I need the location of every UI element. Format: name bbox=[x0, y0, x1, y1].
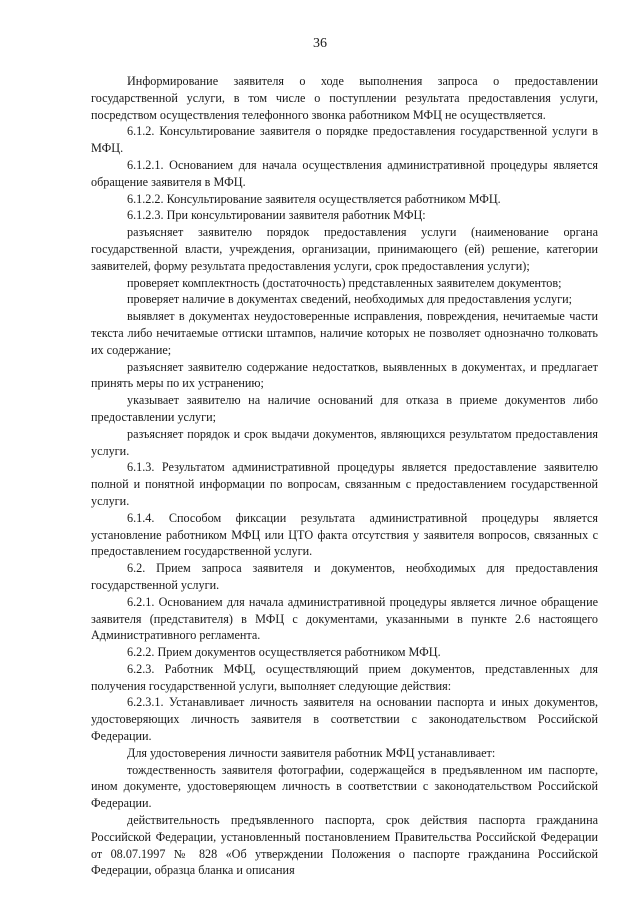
paragraph: 6.1.2.3. При консультировании заявителя работник МФЦ: bbox=[127, 208, 426, 223]
paragraph: 6.2.2. Прием документов осуществляется работником МФЦ. bbox=[127, 645, 441, 660]
page-number: 36 bbox=[313, 36, 327, 51]
paragraph: 6.1.2.1. Основанием для начала осуществления административной процедуры является обращение заявителя в МФЦ. bbox=[91, 157, 598, 189]
paragraph: указывает заявителю на наличие оснований для отказа в приеме документов либо предоставлении услуги; bbox=[91, 393, 598, 424]
paragraph: 6.2.3.1. Устанавливает личность заявителя на основании паспорта и иных документов, удостоверяющих личность заявителя в соответствии с законодательством Российской Федерации. bbox=[91, 695, 598, 744]
paragraph: разъясняет заявителю порядок предоставления услуги (наименование органа государственной власти, учреждения, организации, принимающего (ей) решение, категории заявителей, форму результата предоставления услуги, срок предоставления услуги); bbox=[91, 225, 598, 273]
paragraph: выявляет в документах неудостоверенные исправления, повреждения, нечитаемые части текста либо нечитаемые оттиски штампов, наличие которых не позволяет однозначно толковать их содержание; bbox=[91, 309, 598, 357]
paragraph: 6.2.1. Основанием для начала административной процедуры является личное обращение заявителя (представителя) в МФЦ с документами, указанными в пункте 2.6 настоящего Административного регламента. bbox=[91, 594, 598, 643]
paragraph: тождественность заявителя фотографии, содержащейся в предъявленном им паспорте, ином документе, удостоверяющем личность в соответствии с законодательством Российской Федерации. bbox=[91, 762, 598, 811]
paragraph: проверяет наличие в документах сведений, необходимых для предоставления услуги; bbox=[127, 292, 573, 307]
paragraph: разъясняет порядок и срок выдачи документов, являющихся результатом предоставления услуги. bbox=[91, 426, 598, 458]
paragraph: Для удостоверения личности заявителя работник МФЦ устанавливает: bbox=[127, 745, 496, 760]
paragraph: 6.1.2. Консультирование заявителя о порядке предоставления государственной услуги в МФЦ. bbox=[91, 124, 598, 156]
paragraph: 6.2. Прием запроса заявителя и документов, необходимых для предоставления государственной услуги. bbox=[91, 561, 598, 592]
paragraph: 6.1.3. Результатом административной процедуры является предоставление заявителю полной и понятной информации по вопросам, связанным с предоставлением государственной услуги. bbox=[91, 460, 598, 508]
paragraph: Информирование заявителя о ходе выполнения запроса о предоставлении государственной услуги, в том числе о поступлении результата предоставления услуги, посредством осуществления телефонного звонка работником МФЦ не осуществляется. bbox=[91, 74, 598, 122]
paragraph: разъясняет заявителю содержание недостатков, выявленных в документах, и предлагает принять меры по их устранению; bbox=[91, 359, 598, 391]
paragraph: 6.1.2.2. Консультирование заявителя осуществляется работником МФЦ. bbox=[127, 191, 501, 206]
document-body bbox=[91, 73, 598, 879]
paragraph: проверяет комплектность (достаточность) представленных заявителем документов; bbox=[127, 275, 562, 290]
paragraph: действительность предъявленного паспорта, срок действия паспорта гражданина Российской Федерации, установленный постановлением Правительства Российской Федерации от 08.07.1997 № 828 «Об утверждении Положения о паспорте гражданина Российской Федерации, образца бланка и описания bbox=[91, 813, 598, 878]
paragraph: 6.1.4. Способом фиксации результата административной процедуры является установление работником МФЦ или ЦТО факта отсутствия у заявителя вопросов, связанных с предоставлением государственной услуги. bbox=[91, 510, 598, 559]
paragraph: 6.2.3. Работник МФЦ, осуществляющий прием документов, представленных для получения государственной услуги, выполняет следующие действия: bbox=[91, 661, 598, 693]
